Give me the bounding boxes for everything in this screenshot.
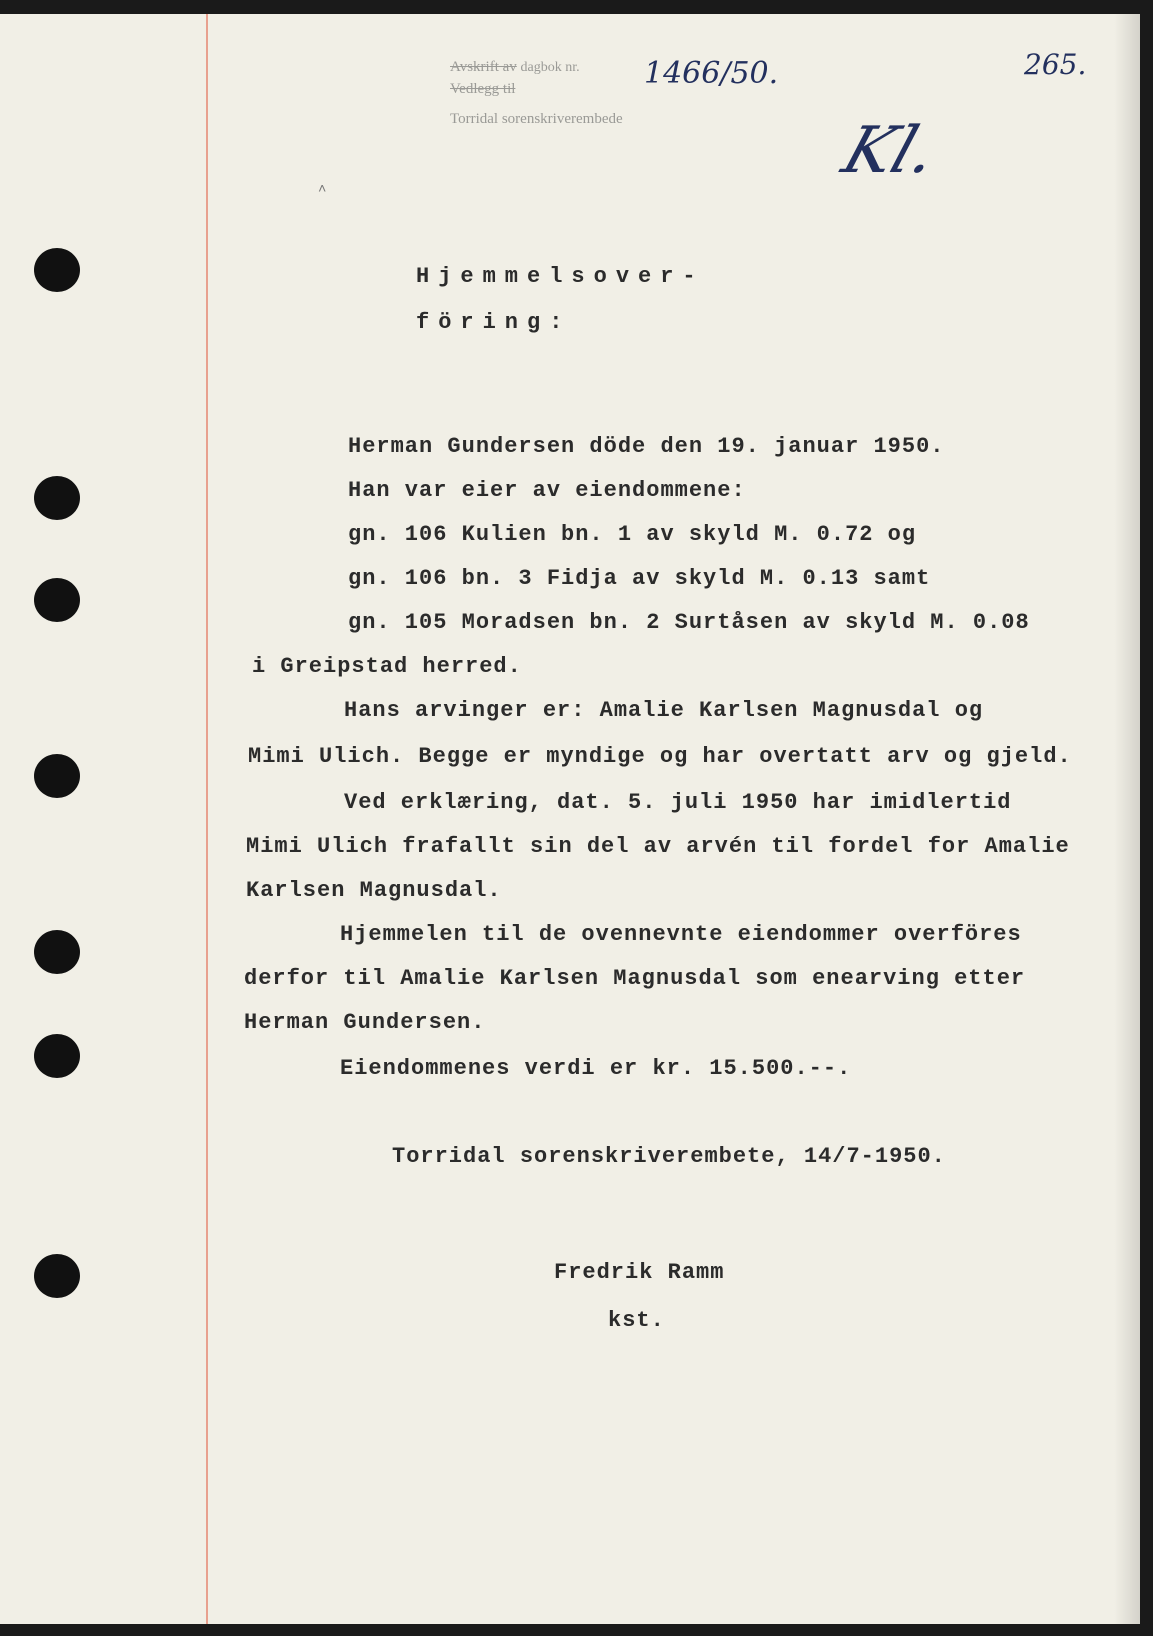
- body-line: gn. 105 Moradsen bn. 2 Surtåsen av skyld M. 0.08: [348, 610, 1030, 635]
- body-line: i Greipstad herred.: [252, 654, 522, 679]
- body-line: gn. 106 bn. 3 Fidja av skyld M. 0.13 samt: [348, 566, 931, 591]
- body-line: Karlsen Magnusdal.: [246, 878, 502, 903]
- binder-hole: [34, 248, 80, 292]
- heading-line-2: föring:: [416, 310, 572, 335]
- binder-hole: [34, 578, 80, 622]
- handwritten-initials: Kl.: [833, 114, 947, 188]
- signature-name: Fredrik Ramm: [554, 1260, 725, 1285]
- ink-speck: ˄: [318, 182, 327, 198]
- body-line: gn. 106 Kulien bn. 1 av skyld M. 0.72 og: [348, 522, 917, 547]
- heading-line-1: Hjemmelsover-: [416, 264, 705, 289]
- stamp-line-2: Vedlegg til: [450, 81, 516, 97]
- body-line: derfor til Amalie Karlsen Magnusdal som enearving etter: [244, 966, 1026, 991]
- binder-hole: [34, 476, 80, 520]
- place-date: Torridal sorenskriverembete, 14/7-1950.: [392, 1144, 946, 1169]
- body-line: Han var eier av eiendommene:: [348, 478, 746, 503]
- body-line: Herman Gundersen döde den 19. januar 1950.: [348, 434, 945, 459]
- handwritten-dagbok-number: 1466/50.: [644, 56, 779, 91]
- margin-line: [206, 14, 208, 1624]
- body-line: Hans arvinger er: Amalie Karlsen Magnusdal og: [344, 698, 984, 723]
- body-line: Hjemmelen til de ovennevnte eiendommer overföres: [340, 922, 1022, 947]
- page-edge-shadow: [1114, 14, 1140, 1624]
- binder-hole: [34, 1034, 80, 1078]
- stamp-line-3: Torridal sorenskriverembede: [450, 111, 623, 127]
- body-line: Mimi Ulich. Begge er myndige og har overtatt arv og gjeld.: [248, 744, 1072, 769]
- signature-title: kst.: [608, 1308, 665, 1333]
- document-page: [0, 14, 1140, 1624]
- stamp-struck-text: Avskrift av: [450, 59, 517, 75]
- binder-hole: [34, 930, 80, 974]
- binder-hole: [34, 754, 80, 798]
- body-line: Eiendommenes verdi er kr. 15.500.--.: [340, 1056, 852, 1081]
- stamp-line-1: [450, 58, 580, 77]
- stamp-suffix: dagbok nr.: [520, 60, 580, 75]
- handwritten-page-number: 265.: [1024, 48, 1087, 81]
- body-line: Herman Gundersen.: [244, 1010, 486, 1035]
- body-line: Ved erklæring, dat. 5. juli 1950 har imidlertid: [344, 790, 1012, 815]
- body-line: Mimi Ulich frafallt sin del av arvén til fordel for Amalie: [246, 834, 1070, 859]
- binder-hole: [34, 1254, 80, 1298]
